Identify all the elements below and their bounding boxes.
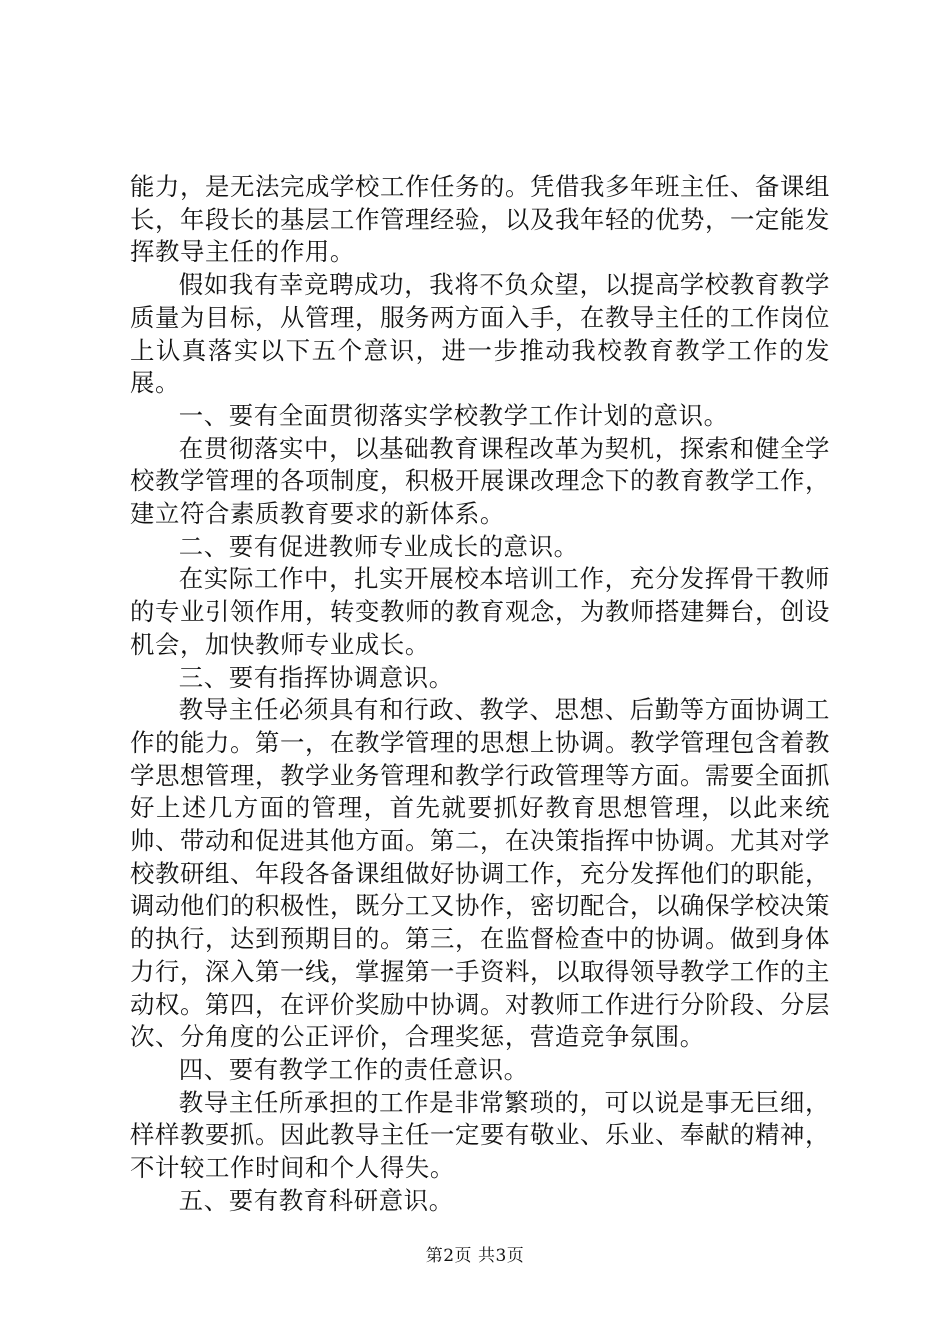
heading-point-1: 一、要有全面贯彻落实学校教学工作计划的意识。 — [178, 400, 729, 430]
heading-point-3: 三、要有指挥协调意识。 — [178, 662, 454, 692]
heading-point-4: 四、要有教学工作的责任意识。 — [178, 1054, 529, 1084]
paragraph-pledge: 假如我有幸竞聘成功，我将不负众望，以提高学校教育教学质量为目标，从管理，服务两方面入手，在教导主任的工作岗位上认真落实以下五个意识，进一步推动我校教育教学工作的发展。 — [130, 270, 830, 398]
paragraph-point-3: 教导主任必须具有和行政、教学、思想、后勤等方面协调工作的能力。第一，在教学管理的思想上协调。教学管理包含着教学思想管理，教学业务管理和教学行政管理等方面。需要全面抓好上述几方面的管理，首先就要抓好教育思想管理，以此来统帅、带动和促进其他方面。第二，在决策指挥中协调。尤其对学校教研组、年段各备课组做好协调工作，充分发挥他们的职能，调动他们的积极性，既分工又协作，密切配合，以确保学校决策的执行，达到预期目的。第三，在监督检查中的协调。做到身体力行，深入第一线，掌握第一手资料，以取得领导教学工作的主动权。第四，在评价奖励中协调。对教师工作进行分阶段、分层次、分角度的公正评价，合理奖惩，营造竞争氛围。 — [130, 695, 830, 1052]
page-footer: 第2页 共3页 — [425, 1246, 525, 1266]
paragraph-point-2: 在实际工作中，扎实开展校本培训工作，充分发挥骨干教师的专业引领作用，转变教师的教育观念，为教师搭建舞台，创设机会，加快教师专业成长。 — [130, 564, 830, 659]
paragraph-point-1: 在贯彻落实中，以基础教育课程改革为契机，探索和健全学校教学管理的各项制度，积极开展课改理念下的教育教学工作，建立符合素质教育要求的新体系。 — [130, 433, 830, 529]
paragraph-point-4: 教导主任所承担的工作是非常繁琐的，可以说是事无巨细，样样教要抓。因此教导主任一定要有敬业、乐业、奉献的精神，不计较工作时间和个人得失。 — [130, 1087, 830, 1183]
heading-point-5: 五、要有教育科研意识。 — [178, 1185, 454, 1215]
document-body — [130, 171, 830, 1218]
paragraph-continued: 能力，是无法完成学校工作任务的。凭借我多年班主任、备课组长，年段长的基层工作管理经验，以及我年轻的优势，一定能发挥教导主任的作用。 — [130, 172, 830, 267]
heading-point-2: 二、要有促进教师专业成长的意识。 — [178, 531, 579, 561]
